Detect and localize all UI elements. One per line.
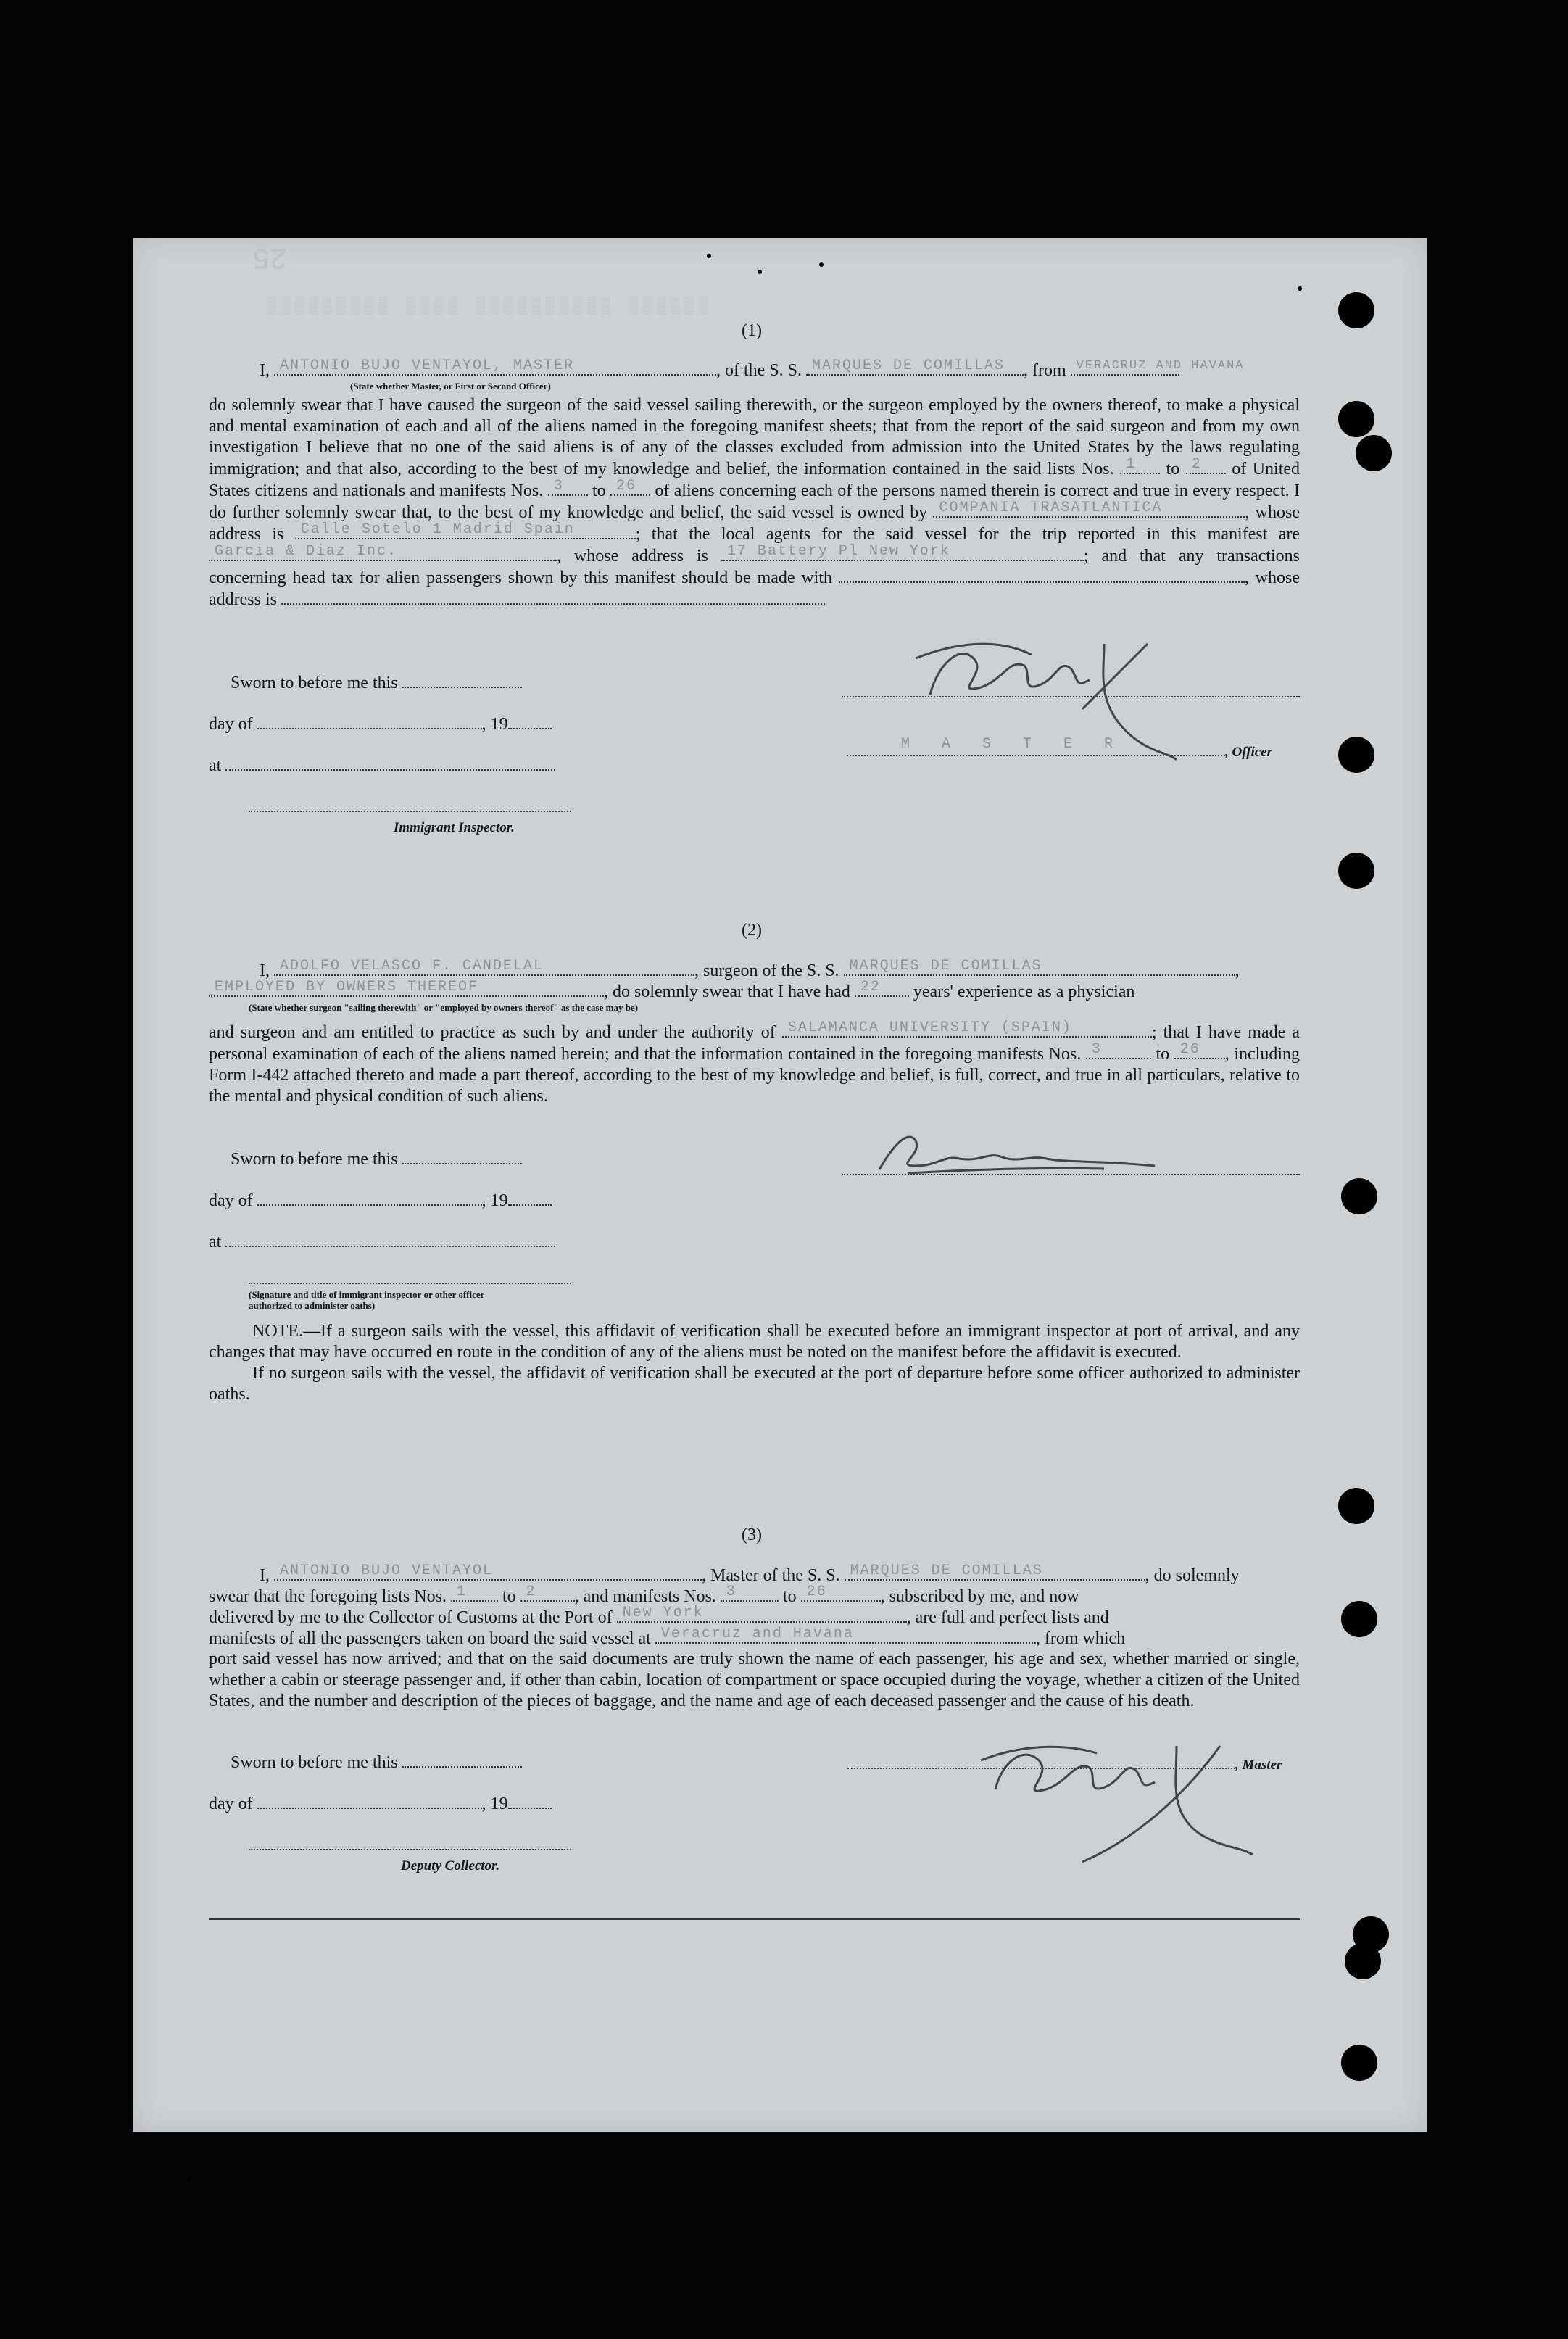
master-signature-2 xyxy=(966,1702,1271,1876)
master-state-note: (State whether Master, or First or Second Officer) xyxy=(350,381,551,392)
punch-hole xyxy=(1345,1943,1381,1979)
surgeon-signature xyxy=(865,1115,1169,1195)
s3-port-label: delivered by me to the Collector of Customs at the Port of xyxy=(209,1608,613,1627)
agent-address-field: 17 Battery Pl New York xyxy=(726,543,950,560)
master-title-field: M A S T E R xyxy=(901,736,1125,753)
speck xyxy=(758,270,762,274)
s3-from-which-text: , from which xyxy=(1035,1629,1126,1648)
sworn-label: Sworn to before me this xyxy=(231,1753,398,1772)
agents-field: Garcia & Diaz Inc. xyxy=(215,543,398,560)
ship-name-field: MARQUES DE COMILLAS xyxy=(812,357,1005,374)
s3-swear-label: , do solemnly xyxy=(1145,1566,1240,1585)
to-label: to xyxy=(592,481,606,500)
section-2-body-b: that I have made a personal examination of each of the aliens named herein; and that the information contained in the foregoing manifests Nos. xyxy=(209,1023,1301,1064)
agents-label: that the local agents for the said vessel for the trip reported in this manifest are xyxy=(651,525,1301,544)
section-2-number: (2) xyxy=(742,921,762,940)
master-signature-1 xyxy=(887,615,1191,774)
surgeon-ship-field: MARQUES DE COMILLAS xyxy=(849,958,1042,974)
punch-hole xyxy=(1341,1178,1377,1214)
s3-body: port said vessel has now arrived; and that on the said documents are truly shown the name of each passenger, his age and sex, whether married or single, whether a cabin or steerage passenger and, if other than cabin, location of compartment or space occupied during the voyage, whether a citizen of the United States, and the number and description of the pieces of baggage, and the name and age of each deceased passenger and the cause of his death. xyxy=(209,1649,1300,1710)
s3-manifest-from-field: 3 xyxy=(726,1584,737,1600)
years-experience-text: years' experience as a physician xyxy=(913,982,1135,1001)
surgeon-manifest-to-field: 26 xyxy=(1179,1041,1200,1058)
punch-hole xyxy=(1338,292,1374,328)
s3-boarded-label: manifests of all the passengers taken on board the said vessel at xyxy=(209,1629,651,1648)
punch-hole xyxy=(1338,401,1374,437)
section-3 xyxy=(209,1562,1300,1712)
note-paragraph-2: If no surgeon sails with the vessel, the affidavit of verification shall be executed at the port of departure before some officer authorized to administer oaths. xyxy=(209,1364,1300,1404)
section-2: I, ADOLFO VELASCO F. CANDELAL , surgeon of the S. S. MARQUES DE COMILLAS , EMPLOYED BY OWNERS THEREOF , do solemnly swear that I have had 22 years' experience as a physician (State whether surgeon "sailing therewith" or "employed by owners thereof" as the case may be) and surgeon and am entitled to practice as such by and under the authority of SALAMANCA UNIVERSITY (SPAIN) ; that I have made a personal examination of each of the aliens named herein; and that the information contained in the foregoing manifests Nos. 3 to 26 , including Form I-442 attached thereto and made a part thereof, according to the best of my knowledge and belief, is full, correct, and true in all particulars, relative to the mental and physical condition of such aliens. xyxy=(209,960,1300,1107)
at-label: at xyxy=(209,756,222,775)
section-1-body2a: of United States citizens and nationals and manifests Nos. xyxy=(209,460,1301,500)
speck xyxy=(1298,286,1302,291)
employed-field: EMPLOYED BY OWNERS THEREOF xyxy=(215,979,479,995)
to-label: to xyxy=(1166,460,1180,479)
from-label: , from xyxy=(1024,361,1066,380)
section-1-number: (1) xyxy=(742,321,762,340)
to-label: to xyxy=(782,1587,797,1606)
sworn-label: Sworn to before me this xyxy=(231,1150,398,1169)
surgeon-of-label: , surgeon of the S. S. xyxy=(694,961,839,980)
punch-hole xyxy=(1338,737,1374,773)
s3-subscribed-text: , subscribed by me, and now xyxy=(880,1587,1079,1606)
speck xyxy=(819,262,824,267)
section-1-i: I, xyxy=(260,361,270,380)
agent-address-label: whose address is xyxy=(573,547,708,566)
deputy-collector-label: Deputy Collector. xyxy=(401,1858,500,1874)
note-label: NOTE. xyxy=(252,1322,303,1341)
page-corner-mark: 25 xyxy=(252,240,288,273)
punch-hole xyxy=(1356,435,1392,471)
s3-lists-text: , are full and perfect lists and xyxy=(906,1608,1109,1627)
surgeon-name-field: ADOLFO VELASCO F. CANDELAL xyxy=(280,958,544,974)
day-of-label: day of xyxy=(209,1191,253,1210)
at-label: at xyxy=(209,1233,222,1251)
day-of-label: day of xyxy=(209,715,253,734)
year-label: , 19 xyxy=(481,1191,508,1210)
s3-lists-from-field: 1 xyxy=(456,1584,467,1600)
punch-hole xyxy=(1338,1488,1374,1524)
owner-address-field: Calle Sotelo 1 Madrid Spain xyxy=(300,521,575,538)
punch-hole xyxy=(1341,2045,1377,2081)
section-1-oath-text: do solemnly swear that I have caused the surgeon of the said vessel sailing therewith, or the surgeon employed by the owners thereof, to make a physical and mental examination of each and all of the aliens named in the foregoing manifest sheets; that from the report of the said surgeon and from my own investigation I believe that no one of the said aliens is of any of the classes excluded from admission into the United States by the laws regulating immigration; and that also, according to the best of my knowledge and belief, the information contained in the said lists Nos. 1 to 2 of United States citizens and nationals and manifests Nos. 3 to 26 of aliens concerning each of the persons named therein is correct and true in every respect. I do further solemnly swear that, to the best of my knowledge and belief, the said vessel is owned by COMPANIA TRASATLANTICA , whose address is Calle Sotelo 1 Madrid Spain ; that the local agents for the said vessel for the trip reported in this manifest are Garcia & Diaz Inc. , whose address is 17 Battery Pl New York ; and that any transactions concerning head tax for alien passengers shown by this manifest should be made with , whose address is xyxy=(209,396,1301,609)
year-label: , 19 xyxy=(481,715,508,734)
year-label: , 19 xyxy=(481,1794,508,1813)
surgeon-manifest-from-field: 3 xyxy=(1091,1041,1102,1058)
authority-field: SALAMANCA UNIVERSITY (SPAIN) xyxy=(787,1019,1072,1036)
section-1-body: do solemnly swear that I have caused the surgeon of the said vessel sailing therewith, or the surgeon employed by the owners thereof, to make a physical and mental examination of each and all of the aliens named in the foregoing manifest sheets; that from the report of the said surgeon and from my own investigation I believe that no one of the said aliens is of any of the classes excluded from admission into the United States by the laws regulating immigration; and that also, according to the best of my knowledge and belief, the information contained in the said lists Nos. xyxy=(209,396,1300,479)
show-through-text: ▒▒▒▒▒▒▒▒▒ ▒▒▒▒ ▒▒▒▒▒▒▒▒▒▒ ▒▒▒▒▒▒ xyxy=(267,296,713,314)
port-field: New York xyxy=(622,1605,704,1621)
to-label: to xyxy=(1156,1045,1170,1064)
lists-from-field: 1 xyxy=(1126,456,1137,473)
section-2-body-a: and surgeon and am entitled to practice as such by and under the authority of xyxy=(209,1023,776,1042)
headtax-address-label: , whose address is xyxy=(209,568,1301,609)
section-1 xyxy=(209,357,1301,610)
immigrant-inspector-label: Immigrant Inspector. xyxy=(394,820,515,835)
s3-manifests-label: , and manifests Nos. xyxy=(574,1587,716,1606)
surgeon-state-note: (State whether surgeon "sailing therewith" or "employed by owners thereof" as the case may be) xyxy=(249,1002,639,1013)
bottom-rule xyxy=(209,1918,1300,1920)
owner-field: COMPANIA TRASATLANTICA xyxy=(939,500,1163,516)
section-2-body-c: , including Form I-442 attached thereto and made a part thereof, according to the best of my knowledge and belief, is full, correct, and true in all particulars, relative to the mental and physical condition of such aliens. xyxy=(209,1045,1300,1106)
headtax-text: ; and that any transactions concerning head tax for alien passengers shown by this manifest should be made with xyxy=(209,547,1301,587)
years-field: 22 xyxy=(860,979,881,995)
master-label: , Master xyxy=(1235,1758,1282,1773)
manifest-page xyxy=(133,238,1427,2132)
to-label: to xyxy=(502,1587,516,1606)
lists-to-field: 2 xyxy=(1191,456,1202,473)
of-ss-label: , of the S. S. xyxy=(716,361,802,380)
owner-address-label: , whose address is xyxy=(209,503,1301,544)
sworn-label: Sworn to before me this xyxy=(231,674,398,692)
section-3-i: I, xyxy=(260,1566,270,1585)
master-of-label: , Master of the S. S. xyxy=(702,1566,840,1585)
officer-label: , Officer xyxy=(1225,745,1273,760)
note-paragraph xyxy=(209,1321,1300,1363)
manifest-to-field: 26 xyxy=(615,478,636,494)
section-2-i: I, xyxy=(260,961,270,980)
punch-hole xyxy=(1341,1601,1377,1637)
note-text: —If a surgeon sails with the vessel, this affidavit of verification shall be executed before an immigrant inspector at port of arrival, and any changes that may have occurred en route in the condition of any of the aliens must be noted on the manifest before the affidavit is executed. xyxy=(209,1322,1300,1362)
section-1-body2b: of aliens concerning each of the persons named therein is correct and true in every respect. I do further solemnly swear that, to the best of my knowledge and belief, the said vessel is owned by xyxy=(209,481,1301,522)
surgeon-swear-text: , do solemnly swear that I have had xyxy=(604,982,850,1001)
manifest-from-field: 3 xyxy=(553,478,564,494)
section-2-oath-text: and surgeon and am entitled to practice as such by and under the authority of SALAMANCA UNIVERSITY (SPAIN) ; that I have made a personal examination of each of the aliens named herein; and that the information contained in the foregoing manifests Nos. 3 to 26 , including Form I-442 attached thereto and made a part thereof, according to the best of my knowledge and belief, is full, correct, and true in all particulars, relative to the mental and physical condition of such aliens. xyxy=(209,1022,1300,1107)
signature-title-note: (Signature and title of immigrant inspector or other officer authorized to administer oaths) xyxy=(249,1289,485,1311)
s3-master-name-field: ANTONIO BUJO VENTAYOL xyxy=(280,1562,494,1579)
speck xyxy=(707,254,711,258)
speck xyxy=(187,2177,191,2182)
section-3-number: (3) xyxy=(742,1525,762,1544)
s3-manifest-to-field: 26 xyxy=(806,1584,827,1600)
s3-lists-label: swear that the foregoing lists Nos. xyxy=(209,1587,447,1606)
day-of-label: day of xyxy=(209,1794,253,1813)
s3-lists-to-field: 2 xyxy=(526,1584,536,1600)
s3-ship-field: MARQUES DE COMILLAS xyxy=(850,1562,1043,1579)
boarded-port-field: Veracruz and Havana xyxy=(660,1626,854,1642)
punch-hole xyxy=(1338,853,1374,889)
master-name-field: ANTONIO BUJO VENTAYOL, MASTER xyxy=(280,357,575,374)
from-port-field: VERACRUZ AND HAVANA xyxy=(1076,359,1245,373)
